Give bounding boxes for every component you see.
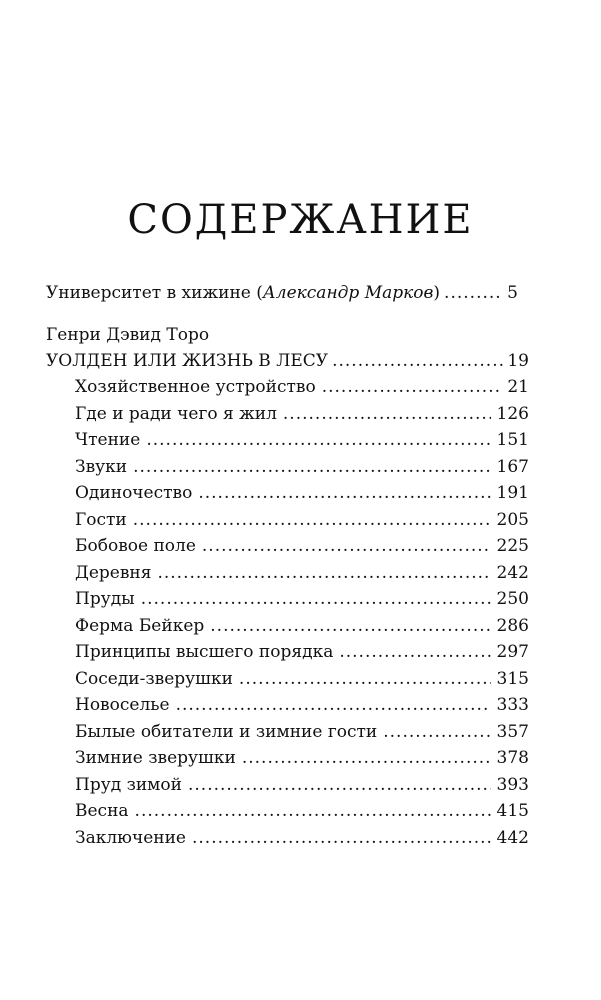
chapter-list (75, 374, 529, 851)
leader-dots (141, 586, 491, 612)
leader-dots (383, 719, 490, 745)
toc-entry-chapter[interactable] (75, 666, 529, 693)
leader-dots (239, 666, 491, 692)
toc-entry-chapter[interactable] (75, 480, 529, 507)
chapter-page: 250 (496, 589, 529, 609)
leader-dots (146, 427, 490, 453)
leader-dots (157, 560, 490, 586)
chapter-page: 191 (496, 483, 529, 503)
toc-entry-intro[interactable] (46, 280, 518, 306)
leader-dots (176, 692, 491, 718)
chapter-page: 151 (496, 430, 529, 450)
chapter-page: 357 (496, 721, 529, 742)
chapter-label: Соседи-зверушки (75, 668, 233, 689)
leader-dots (133, 454, 490, 480)
toc-entry-chapter[interactable] (75, 427, 529, 454)
toc-entry-label: УОЛДЕН ИЛИ ЖИЗНЬ В ЛЕСУ (46, 351, 329, 371)
leader-dots (192, 825, 491, 851)
leader-dots (188, 772, 491, 798)
toc-entry-chapter[interactable] (75, 745, 529, 772)
chapter-page: 21 (507, 377, 529, 397)
chapter-page: 286 (496, 615, 529, 636)
chapter-label: Гости (75, 509, 127, 530)
toc-entry-chapter[interactable] (75, 560, 529, 587)
toc-entry-label: Университет в хижине (Александр Марков) (46, 283, 441, 303)
toc-entry-chapter[interactable] (75, 613, 529, 640)
toc-entry-page: 5 (507, 283, 518, 303)
chapter-label: Заключение (75, 827, 186, 848)
toc-entry-book[interactable] (46, 348, 529, 374)
toc-entry-page: 19 (507, 351, 529, 371)
chapter-label: Принципы высшего порядка (75, 642, 334, 662)
chapter-page: 333 (496, 695, 529, 715)
leader-dots (210, 613, 490, 639)
toc-entry-chapter[interactable] (75, 507, 529, 534)
toc-entry-chapter[interactable] (75, 692, 529, 719)
chapter-label: Одиночество (75, 483, 193, 503)
chapter-label: Чтение (75, 430, 141, 450)
chapter-page: 393 (496, 774, 529, 795)
chapter-page: 415 (496, 801, 529, 821)
leader-dots (332, 348, 503, 374)
page-title: СОДЕРЖАНИЕ (127, 197, 474, 243)
chapter-page: 442 (496, 827, 529, 848)
chapter-page: 242 (496, 562, 529, 583)
chapter-page: 205 (496, 509, 529, 530)
chapter-page: 167 (496, 456, 529, 477)
chapter-label: Пруд зимой (75, 774, 182, 795)
chapter-label: Ферма Бейкер (75, 615, 205, 636)
toc-entry-chapter[interactable] (75, 401, 529, 428)
toc-entry-chapter[interactable] (75, 374, 529, 401)
leader-dots (135, 798, 491, 824)
chapter-label: Былые обитатели и зимние гости (75, 721, 378, 742)
chapter-page: 297 (496, 642, 529, 662)
toc-entry-chapter[interactable] (75, 772, 529, 799)
chapter-label: Хозяйственное устройство (75, 377, 316, 397)
chapter-label: Звуки (75, 456, 128, 477)
chapter-label: Бобовое поле (75, 536, 196, 556)
toc-entry-chapter[interactable] (75, 454, 529, 481)
leader-dots (202, 533, 491, 559)
leader-dots (133, 507, 491, 533)
toc-entry-chapter[interactable] (75, 719, 529, 746)
chapter-page: 225 (496, 536, 529, 556)
leader-dots (444, 280, 503, 306)
chapter-page: 126 (496, 403, 529, 424)
chapter-label: Пруды (75, 589, 135, 609)
chapter-label: Весна (75, 801, 129, 821)
chapter-label: Деревня (75, 562, 152, 583)
chapter-label: Новоселье (75, 695, 170, 715)
toc-entry-chapter[interactable] (75, 533, 529, 560)
toc-entry-chapter[interactable] (75, 639, 529, 666)
leader-dots (322, 374, 502, 400)
chapter-label: Где и ради чего я жил (75, 403, 277, 424)
leader-dots (242, 745, 491, 771)
leader-dots (198, 480, 490, 506)
toc-entry-author: Александр Марков (262, 283, 434, 303)
chapter-page: 315 (496, 668, 529, 689)
toc-entry-chapter[interactable] (75, 798, 529, 825)
leader-dots (283, 401, 491, 427)
chapter-page: 378 (496, 748, 529, 768)
toc-entry-chapter[interactable] (75, 825, 529, 852)
chapter-label: Зимние зверушки (75, 748, 236, 768)
leader-dots (339, 639, 490, 665)
toc-entry-chapter[interactable] (75, 586, 529, 613)
book-author: Генри Дэвид Торо (46, 325, 210, 345)
